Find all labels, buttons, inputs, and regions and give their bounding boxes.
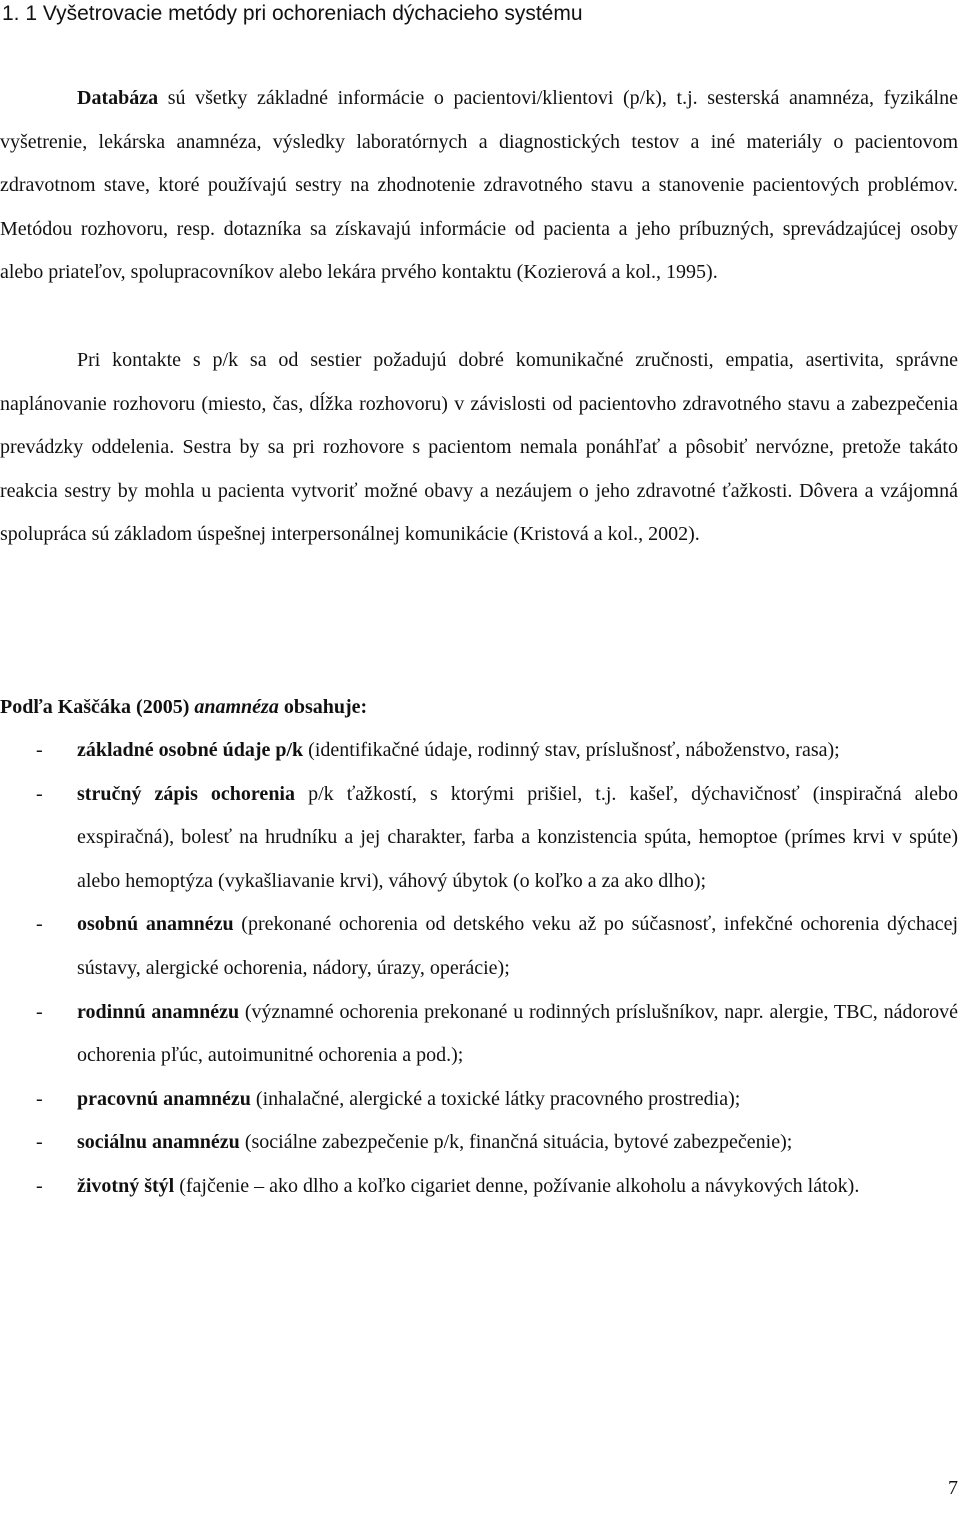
list-item <box>0 903 958 990</box>
list-item-text: (fajčenie – ako dlho a koľko cigariet denne, požívanie alkoholu a návykových látok). <box>174 1174 860 1197</box>
paragraph-communication <box>0 339 958 557</box>
paragraph-text: Pri kontakte s p/k sa od sestier požadujú dobré komunikačné zručnosti, empatia, asertivita, správne naplánovanie rozhovoru (miesto, čas, dĺžka rozhovoru) v závislosti od pacientovho zdravotného stavu a zabezpečenia prevádzky oddelenia. Sestra by sa pri rozhovore s pacientom nemala ponáhľať a pôsobiť nervózne, pretože takáto reakcia sestry by mohla u pacienta vytvoriť možné obavy a nezáujem o jeho zdravotné ťažkosti. Dôvera a vzájomná spolupráca sú základom úspešnej interpersonálnej komunikácie (Kristová a kol., 2002). <box>0 349 958 546</box>
list-item <box>0 773 958 904</box>
list-heading-part1: Podľa Kaščáka (2005) <box>0 696 195 718</box>
list-heading-part2: obsahuje: <box>278 696 368 718</box>
list-item-term: životný štýl <box>77 1174 175 1197</box>
list-item-text: (sociálne zabezpečenie p/k, finančná situácia, bytové zabezpečenie); <box>239 1131 793 1154</box>
list-item <box>0 991 958 1078</box>
list-item <box>0 1078 958 1122</box>
page-number: 7 <box>948 1477 958 1499</box>
section-heading: 1. 1 Vyšetrovacie metódy pri ochoreniach dýchacieho systému <box>2 2 583 25</box>
list-bullet-dash: - <box>36 1087 43 1110</box>
bold-term: Databáza <box>77 87 159 109</box>
list-bullet-dash: - <box>36 913 43 936</box>
list-item <box>0 1121 958 1165</box>
list-bullet-dash: - <box>36 1174 43 1197</box>
anamnesis-list <box>0 729 958 1209</box>
list-item-text: (inhalačné, alergické a toxické látky pracovného prostredia); <box>250 1087 741 1110</box>
list-item-term: sociálnu anamnézu <box>77 1131 240 1154</box>
list-item-text: p/k ťažkostí, s ktorými prišiel, t.j. kašeľ, dýchavičnosť (inspiračná alebo exspiračná), bolesť na hrudníku a jej charakter, farba a konzistencia spúta, hemoptoe (prímes krvi v spúte) alebo hemoptýza (vykašliavanie krvi), váhový úbytok (o koľko a za ako dlho); <box>77 782 958 892</box>
paragraph-text: sú všetky základné informácie o pacientovi/klientovi (p/k), t.j. sesterská anamnéza, fyzikálne vyšetrenie, lekárska anamnéza, výsledky laboratórnych a diagnostických testov a iné materiály o pacientovom zdravotnom stave, ktoré používajú sestry na zhodnotenie zdravotného stavu a stanovenie pacientových problémov. Metódou rozhovoru, resp. dotazníka sa získavajú informácie od pacienta a jeho príbuzných, sprevádzajúcej osoby alebo priateľov, spolupracovníkov alebo lekára prvého kontaktu (Kozierová a kol., 1995). <box>0 87 958 284</box>
paragraph-databaza <box>0 77 958 295</box>
list-bullet-dash: - <box>36 1131 43 1154</box>
list-item-term: rodinnú anamnézu <box>77 1000 240 1023</box>
list-item-term: osobnú anamnézu <box>77 913 234 936</box>
list-item-text: (významné ochorenia prekonané u rodinných príslušníkov, napr. alergie, TBC, nádorové ochorenia pľúc, autoimunitné ochorenia a pod.); <box>77 1000 958 1067</box>
list-item-term: pracovnú anamnézu <box>77 1087 251 1110</box>
list-item-text: (prekonané ochorenia od detského veku až po súčasnosť, infekčné ochorenia dýchacej sústavy, alergické ochorenia, nádory, úrazy, operácie); <box>77 913 959 979</box>
list-bullet-dash: - <box>36 782 43 805</box>
list-item <box>0 729 958 773</box>
list-item <box>0 1165 958 1209</box>
list-item-term: základné osobné údaje p/k <box>77 739 304 761</box>
list-bullet-dash: - <box>36 1000 43 1023</box>
list-bullet-dash: - <box>36 739 43 761</box>
list-heading-italic: anamnéza <box>194 696 279 718</box>
list-item-text: (identifikačné údaje, rodinný stav, príslušnosť, náboženstvo, rasa); <box>303 739 840 761</box>
list-item-term: stručný zápis ochorenia <box>77 782 295 805</box>
list-heading <box>0 686 367 730</box>
